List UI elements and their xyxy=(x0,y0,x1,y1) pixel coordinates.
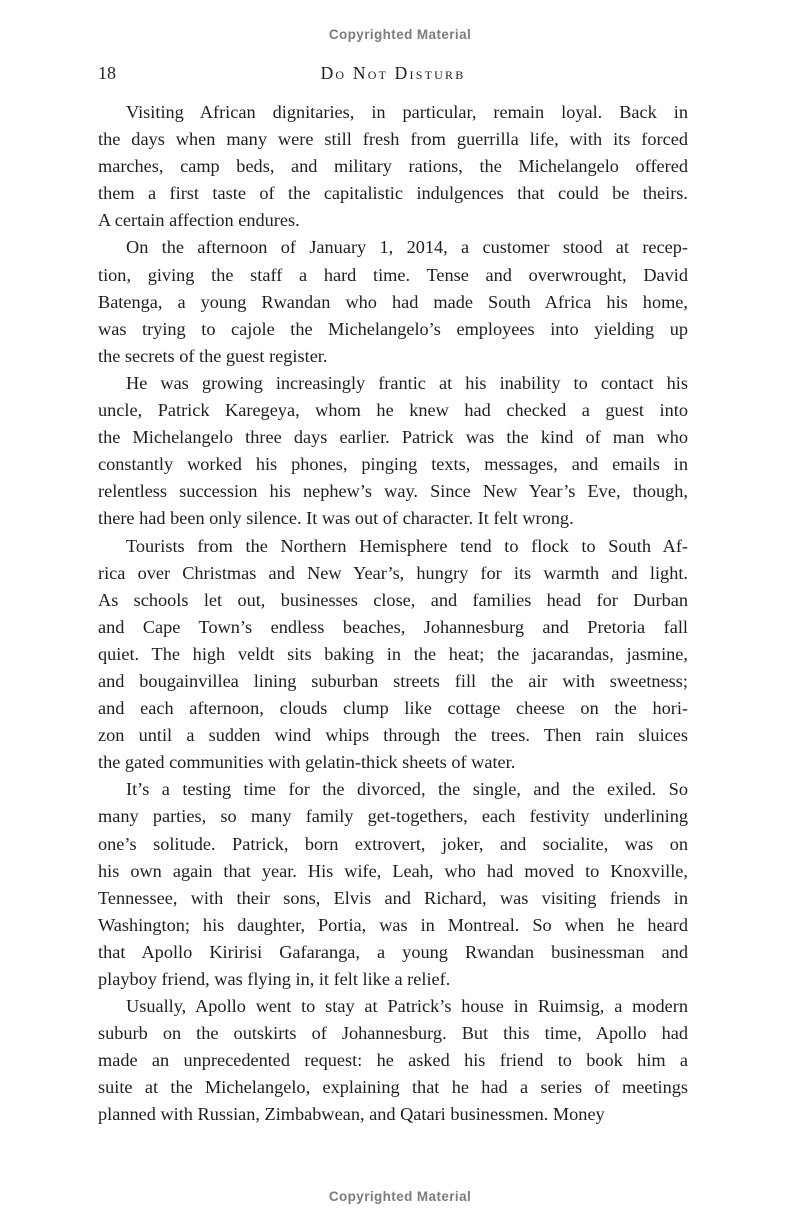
body-line: A certain affection endures. xyxy=(98,210,300,231)
body-text xyxy=(98,99,688,1129)
body-line: suburb on the outskirts of Johannesburg. But this time, Apollo had xyxy=(98,1023,688,1044)
body-line: the gated communities with gelatin-thick sheets of water. xyxy=(98,752,516,773)
paragraph xyxy=(98,776,688,993)
page-number: 18 xyxy=(98,63,116,83)
body-line: them a first taste of the capitalistic indulgences that could be theirs. xyxy=(98,183,688,204)
body-line: and bougainvillea lining suburban streets fill the air with sweetness; xyxy=(98,670,688,691)
paragraph xyxy=(98,99,688,234)
running-header-title: Do Not Disturb xyxy=(320,63,466,83)
copyright-notice-bottom: Copyrighted Material xyxy=(328,1189,472,1204)
body-line: quiet. The high veldt sits baking in the heat; the jacarandas, jasmine, xyxy=(98,643,688,664)
body-line: As schools let out, businesses close, and families head for Durban xyxy=(98,589,688,610)
body-line: tion, giving the staff a hard time. Tense and overwrought, David xyxy=(98,264,688,285)
body-line: Tourists from the Northern Hemisphere tend to flock to South Af- xyxy=(126,535,688,556)
body-line: He was growing increasingly frantic at his inability to contact his xyxy=(126,372,688,393)
body-line: relentless succession his nephew’s way. Since New Year’s Eve, though, xyxy=(98,481,688,502)
body-line: Visiting African dignitaries, in particular, remain loyal. Back in xyxy=(126,102,688,122)
body-line: there had been only silence. It was out of character. It felt wrong. xyxy=(98,508,574,529)
body-line: playboy friend, was flying in, it felt like a relief. xyxy=(98,969,451,989)
body-line: Batenga, a young Rwandan who had made South Africa his home, xyxy=(98,291,688,312)
body-line: was trying to cajole the Michelangelo’s employees into yielding up xyxy=(98,318,688,339)
body-line: uncle, Patrick Karegeya, whom he knew had checked a guest into xyxy=(98,400,688,421)
body-line: Washington; his daughter, Portia, was in Montreal. So when he heard xyxy=(98,914,688,935)
body-line: It’s a testing time for the divorced, the single, and the exiled. So xyxy=(126,779,688,800)
body-line: that Apollo Kiririsi Gafaranga, a young Rwandan businessman and xyxy=(98,941,688,962)
body-line: the Michelangelo three days earlier. Patrick was the kind of man who xyxy=(98,427,688,448)
body-line: suite at the Michelangelo, explaining that he had a series of meetings xyxy=(98,1077,688,1098)
body-line: one’s solitude. Patrick, born extrovert, joker, and socialite, was on xyxy=(98,833,688,854)
body-line: Usually, Apollo went to stay at Patrick’s house in Ruimsig, a modern xyxy=(126,996,688,1017)
body-line: his own again that year. His wife, Leah, who had moved to Knoxville, xyxy=(98,860,688,881)
body-line: the days when many were still fresh from guerrilla life, with its forced xyxy=(98,129,688,150)
paragraph xyxy=(98,993,688,1128)
body-line: many parties, so many family get-togethers, each festivity underlining xyxy=(98,806,688,827)
body-line: the secrets of the guest register. xyxy=(98,345,328,366)
page-header xyxy=(98,63,688,85)
paragraph xyxy=(98,370,688,533)
body-line: made an unprecedented request: he asked his friend to book him a xyxy=(98,1050,688,1071)
body-line: zon until a sudden wind whips through the trees. Then rain sluices xyxy=(98,725,688,746)
body-line: marches, camp beds, and military rations, the Michelangelo offered xyxy=(98,156,688,177)
paragraph xyxy=(98,533,688,777)
body-line: and Cape Town’s endless beaches, Johannesburg and Pretoria fall xyxy=(98,616,688,637)
body-line: constantly worked his phones, pinging texts, messages, and emails in xyxy=(98,454,688,475)
body-line: Tennessee, with their sons, Elvis and Richard, was visiting friends in xyxy=(98,887,688,908)
body-line: planned with Russian, Zimbabwean, and Qatari businessmen. Money xyxy=(98,1104,605,1125)
copyright-notice-top: Copyrighted Material xyxy=(328,27,472,42)
paragraph xyxy=(98,234,688,369)
body-line: and each afternoon, clouds clump like cottage cheese on the hori- xyxy=(98,698,688,719)
body-line: rica over Christmas and New Year’s, hungry for its warmth and light. xyxy=(98,562,688,583)
body-line: On the afternoon of January 1, 2014, a customer stood at recep- xyxy=(126,237,688,258)
